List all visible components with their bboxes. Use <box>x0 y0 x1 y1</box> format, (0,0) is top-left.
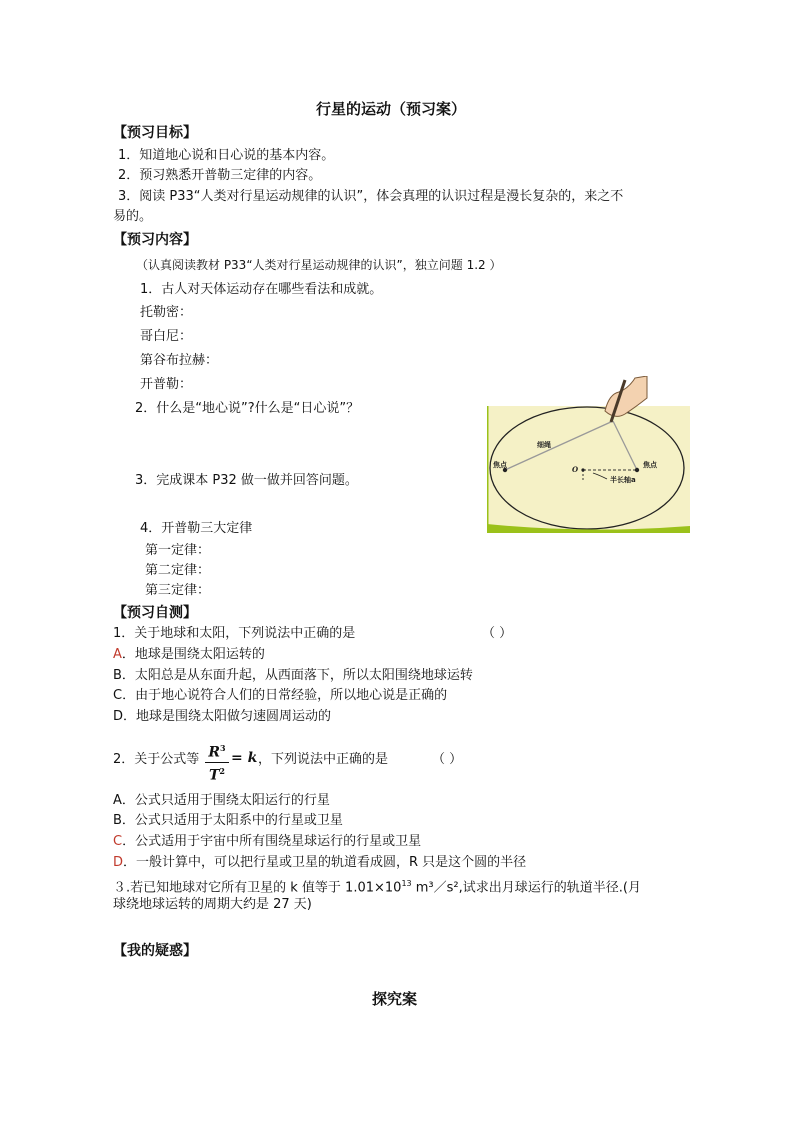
option-d <box>113 708 331 726</box>
option-text: ．地球是围绕太阳做匀速圆周运动的 <box>123 709 332 724</box>
focus-right-label: 焦点 <box>643 461 657 469</box>
formula-rhs: = k <box>231 750 258 766</box>
option-letter: A <box>113 793 122 808</box>
answer-paren-1: （ ） <box>482 626 513 641</box>
goal-item-continued: 易的。 <box>113 209 153 224</box>
selftest-question-1: 1．关于地球和太阳，下列说法中正确的是 <box>113 626 356 641</box>
goal-item: 2．预习熟悉开普勒三定律的内容。 <box>118 168 322 183</box>
formula-num-exp: 3 <box>220 743 226 753</box>
formula-denominator: T <box>209 767 220 784</box>
scientist-copernicus: 哥白尼： <box>140 329 193 344</box>
option-b <box>113 812 343 830</box>
option-letter: D <box>113 709 124 724</box>
option-a <box>113 792 330 810</box>
inquiry-section-title: 探究案 <box>372 990 418 1008</box>
q3-text-a: ３.若已知地球对它所有卫星的 k 值等于 1.01×10 <box>113 880 402 896</box>
law-second: 第二定律： <box>145 563 211 578</box>
semi-major-label: 半长轴a <box>610 476 636 484</box>
option-text: ．地球是围绕太阳运转的 <box>121 647 265 662</box>
option-text: ．由于地心说符合人们的日常经验，所以地心说是正确的 <box>122 688 448 703</box>
option-text: ．公式只适用于太阳系中的行星或卫星 <box>121 813 343 828</box>
focus-left-label: 焦点 <box>493 461 507 469</box>
option-letter: B <box>113 668 122 683</box>
section-goals-header: 【预习目标】 <box>113 125 197 141</box>
center-dot <box>581 468 584 471</box>
option-letter: C <box>113 688 123 703</box>
option-b <box>113 667 473 685</box>
option-letter: B <box>113 813 122 828</box>
goal-item: 3．阅读 P33“人类对行星运动规律的认识”，体会真理的认识过程是漫长复杂的，来之不 <box>118 189 624 204</box>
law-first: 第一定律： <box>145 543 211 558</box>
section-doubts-header: 【我的疑惑】 <box>113 943 197 959</box>
content-question-4: 4．开普勒三大定律 <box>140 521 253 536</box>
focus-right-dot <box>635 468 639 472</box>
kepler-formula <box>205 740 229 784</box>
law-third: 第三定律： <box>145 583 211 598</box>
option-a <box>113 646 265 664</box>
option-letter: D <box>113 855 124 870</box>
content-question-3: 3．完成课本 P32 做一做并回答问题。 <box>135 473 358 488</box>
scientist-ptolemy: 托勒密： <box>140 305 193 320</box>
section-selftest-header: 【预习自测】 <box>113 605 197 621</box>
option-letter: C <box>113 834 123 849</box>
formula-den-exp: 2 <box>219 765 225 776</box>
section-content-header: 【预习内容】 <box>113 232 197 248</box>
option-letter: A <box>113 647 122 662</box>
content-instruction: （认真阅读教材 P33“人类对行星运动规律的认识”，独立问题 1.2 ） <box>136 258 502 272</box>
string-label: 细绳 <box>537 441 551 449</box>
option-text: ．太阳总是从东面升起，从西面落下，所以太阳围绕地球运转 <box>121 668 473 683</box>
answer-paren-2: （ ） <box>432 752 463 767</box>
option-c <box>113 833 421 851</box>
selftest-question-2-tail: ，下列说法中正确的是 <box>258 752 389 767</box>
ellipse-drawing-figure <box>487 376 690 533</box>
option-text: ．一般计算中，可以把行星或卫星的轨道看成圆，R 只是这个圆的半径 <box>123 855 527 870</box>
page-title: 行星的运动（预习案） <box>316 100 467 118</box>
scientist-tycho: 第谷布拉赫： <box>140 353 219 368</box>
content-question-2: 2．什么是“地心说”?什么是“日心说”？ <box>135 401 360 416</box>
scientist-kepler: 开普勒： <box>140 377 193 392</box>
selftest-question-2: 2．关于公式等 <box>113 752 200 767</box>
q3-exponent: 13 <box>401 879 412 888</box>
goal-item: 1．知道地心说和日心说的基本内容。 <box>118 148 335 163</box>
center-label: O <box>572 465 579 474</box>
option-d <box>113 854 526 872</box>
option-text: ．公式只适用于围绕太阳运行的行星 <box>121 793 330 808</box>
formula-numerator: R <box>208 744 221 761</box>
selftest-question-3-continued: 球绕地球运转的周期大约是 27 天) <box>113 897 312 912</box>
q3-text-b: m³／s²,试求出月球运行的轨道半径.(月 <box>411 880 641 896</box>
selftest-question-3 <box>113 875 641 897</box>
option-c <box>113 687 447 705</box>
option-text: ．公式适用于宇宙中所有围绕星球运行的行星或卫星 <box>122 834 422 849</box>
content-question-1: 1．古人对天体运动存在哪些看法和成就。 <box>140 282 383 297</box>
